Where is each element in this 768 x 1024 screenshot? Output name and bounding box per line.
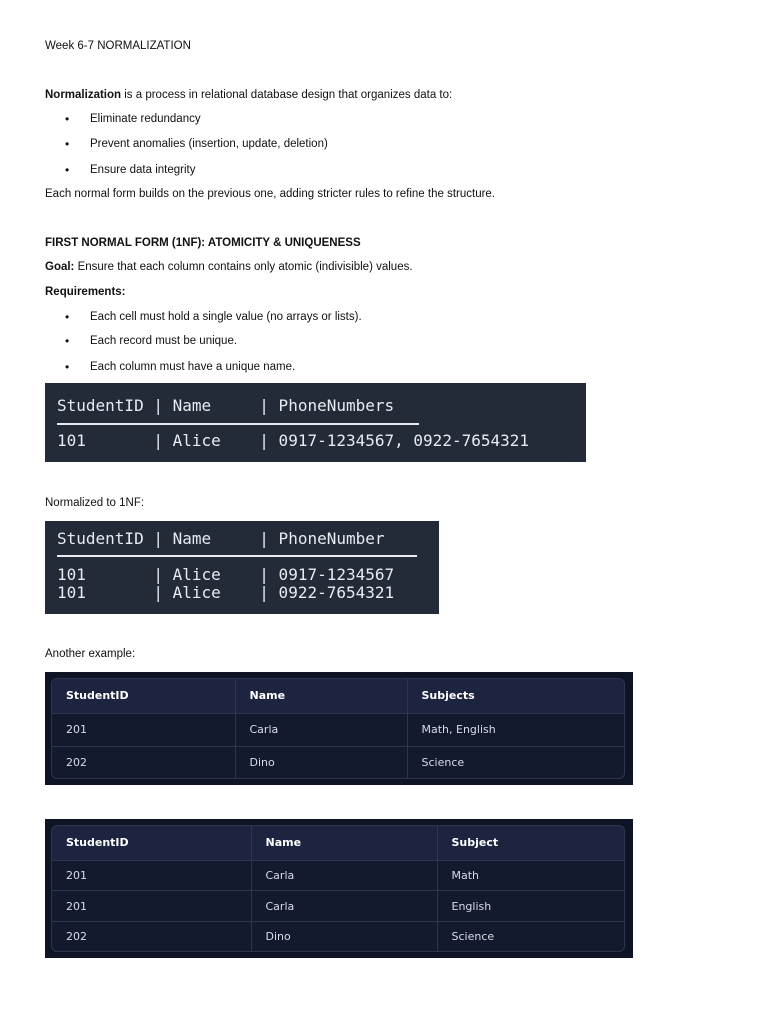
requirement-3: Each column must have a unique name. [90,361,296,373]
intro-bullet-1: Eliminate redundancy [90,113,201,125]
intro-term: Normalization [45,89,122,101]
column-header: Subjects [407,679,624,713]
code-row: 101 | Alice | 0917-1234567 [57,565,395,584]
table-row [52,713,624,746]
table-unnormalized [45,672,633,785]
intro-bullet-3: Ensure data integrity [90,164,196,176]
intro-closing: Each normal form builds on the previous one, adding stricter rules to refine the structure. [45,188,496,200]
column-header: Subject [437,826,624,860]
column-header: Name [235,679,407,713]
table-cell: Science [421,755,465,769]
page-title: Week 6-7 NORMALIZATION [45,40,191,52]
table-cell: Math [437,860,624,891]
table-cell: Math, English [407,713,624,746]
table-row [52,891,624,922]
code-header: StudentID | Name | PhoneNumber [57,529,385,548]
intro-paragraph [45,89,452,101]
table-cell: 202 [52,746,235,778]
column-header: Name [251,826,437,860]
bullet-icon: • [65,112,70,126]
column-header: StudentID [52,679,235,713]
table-cell: Dino [251,921,437,951]
goal-line [45,261,413,273]
table-normalized [45,819,633,958]
column-header: StudentID [52,826,251,860]
code-header: StudentID | Name | PhoneNumbers [57,396,395,415]
section-heading-1nf: FIRST NORMAL FORM (1NF): ATOMICITY & UNIQUENESS [45,237,361,249]
goal-text: Ensure that each column contains only atomic (indivisible) values. [74,261,413,273]
code-divider [57,555,417,557]
code-block-unnormalized [45,383,586,462]
code-block-normalized [45,521,439,614]
table-cell: 202 [52,921,251,951]
table-cell: Science [451,929,495,943]
goal-label: Goal: [45,261,75,273]
requirement-2: Each record must be unique. [90,335,238,347]
bullet-icon: • [65,163,70,177]
requirement-1: Each cell must hold a single value (no arrays or lists). [90,311,362,323]
table-cell: Carla [251,860,437,891]
bullet-icon: • [65,310,70,324]
bullet-icon: • [65,334,70,348]
intro-bullet-2: Prevent anomalies (insertion, update, deletion) [90,138,328,150]
table-cell: 201 [52,891,251,922]
another-example-label: Another example: [45,648,136,660]
table-row [52,860,624,891]
table-cell: 201 [52,860,251,891]
requirements-label: Requirements: [45,286,126,298]
table-cell: Carla [251,891,437,922]
table-cell: English [437,891,624,922]
table-row [52,746,624,778]
table-row [52,921,624,951]
intro-text: is a process in relational database design that organizes data to: [121,89,453,101]
table-cell: 201 [52,713,235,746]
code-row: 101 | Alice | 0917-1234567, 0922-7654321 [57,431,530,450]
table-cell: Dino [235,746,407,778]
bullet-icon: • [65,137,70,151]
code-divider [57,423,419,425]
normalized-label: Normalized to 1NF: [45,497,145,509]
code-row: 101 | Alice | 0922-7654321 [57,583,395,602]
bullet-icon: • [65,360,70,374]
table-cell: Carla [235,713,407,746]
